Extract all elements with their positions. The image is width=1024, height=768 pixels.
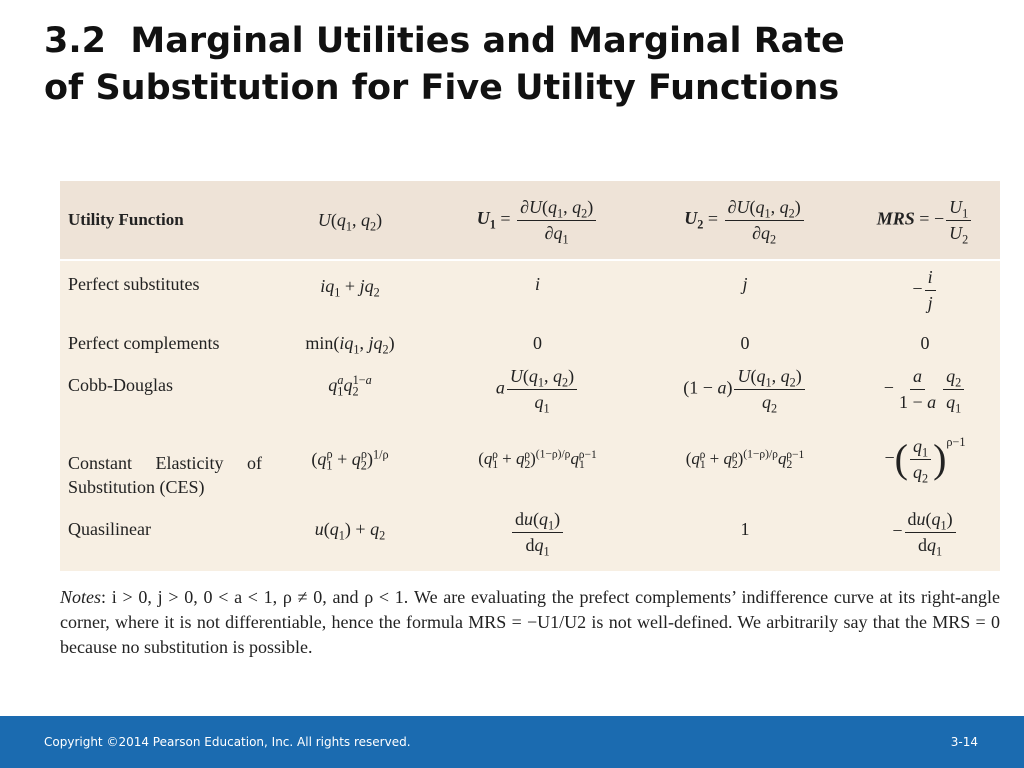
cobb-douglas-u2: (1 − a) $\frac{U(q_1, q_2)}{q_2}$ bbox=[650, 366, 840, 412]
header-divider bbox=[60, 259, 1000, 261]
header-utility-function: Utility Function bbox=[68, 210, 184, 229]
row-name-ces bbox=[68, 451, 268, 499]
cobb-douglas-u1: a $\frac{U(q_1, q_2)}{q_1}$ bbox=[445, 366, 630, 412]
cobb-douglas-mrs: − $\frac{a}{1 - a}$ $\frac{q_2}{q_1}$ bbox=[860, 366, 990, 412]
row-name-ces-line-1: Constant Elasticity of bbox=[68, 453, 262, 473]
header-marginal-utility-2: $U_2$ = $\frac{\partial U(q_1, q_2)}{\partial q_2}$ bbox=[650, 197, 840, 243]
cobb-douglas-utility: $q_1^aq_2^{1-a}$ bbox=[328, 373, 372, 399]
footer-copyright: Copyright ©2014 Pearson Education, Inc. All rights reserved. bbox=[44, 735, 411, 749]
notes-label: Notes bbox=[60, 587, 102, 607]
row-name-perfect-complements: Perfect complements bbox=[68, 333, 220, 353]
row-name-cobb-douglas: Cobb-Douglas bbox=[68, 375, 173, 395]
slide-number: 3-14 bbox=[950, 735, 978, 749]
row-name-quasilinear: Quasilinear bbox=[68, 519, 151, 539]
perfect-substitutes-utility: $iq_1 + jq_2$ bbox=[320, 276, 380, 300]
perfect-complements-utility: $\min(iq_1$, $jq_2$) bbox=[305, 333, 395, 357]
perfect-complements-mrs: 0 bbox=[920, 333, 930, 353]
quasilinear-u1: $\frac{du(q_1)}{dq_1}$ bbox=[445, 509, 630, 555]
quasilinear-mrs: − $\frac{du(q_1)}{dq_1}$ bbox=[860, 509, 990, 555]
utility-functions-table bbox=[60, 181, 1000, 571]
ces-u1: $(q_1^\rho + q_2^\rho)^{(1-\rho)/\rho}q_1^{\rho-1}$ bbox=[478, 447, 597, 472]
row-name-perfect-substitutes: Perfect substitutes bbox=[68, 274, 200, 294]
slide-title bbox=[44, 18, 984, 112]
table-notes bbox=[60, 585, 1000, 660]
quasilinear-utility: $u(q_1) + q_2$ bbox=[314, 519, 386, 543]
perfect-substitutes-mrs: − $\frac{i}{j}$ bbox=[860, 267, 990, 313]
perfect-complements-u2: 0 bbox=[740, 333, 750, 353]
ces-mrs: −( $\frac{q_1}{q_2}$ )$^{\rho-1}$ bbox=[884, 435, 966, 485]
header-utility-formula: $U(q_1$, $q_2$) bbox=[317, 210, 383, 234]
perfect-substitutes-u1: i bbox=[534, 274, 540, 294]
header-marginal-utility-1: $U_1$ = $\frac{\partial U(q_1, q_2)}{\partial q_1}$ bbox=[445, 197, 630, 243]
header-mrs: MRS = − $\frac{U_1}{U_2}$ bbox=[860, 197, 990, 243]
footer-bar bbox=[0, 716, 1024, 768]
quasilinear-u2: 1 bbox=[740, 519, 750, 539]
notes-text: : i > 0, j > 0, 0 < a < 1, ρ ≠ 0, and ρ < 1. We are evaluating the prefect complements’ indifference curve at its right-angle corner, where it is not differentiable, hence the formula MRS = −U1/U2 is not well-defined. We arbitrarily say that the MRS = 0 because no substitution is possible. bbox=[60, 587, 1000, 657]
slide-title-line-1: 3.2 Marginal Utilities and Marginal Rate bbox=[44, 21, 845, 61]
ces-u2: $(q_1^\rho + q_2^\rho)^{(1-\rho)/\rho}q_2^{\rho-1}$ bbox=[685, 447, 805, 472]
perfect-complements-u1: 0 bbox=[533, 333, 542, 353]
row-name-ces-line-2: Substitution (CES) bbox=[68, 477, 205, 497]
perfect-substitutes-u2: j bbox=[742, 274, 748, 294]
ces-utility: $(q_1^\rho + q_2^\rho)^{1/\rho}$ bbox=[311, 447, 389, 473]
slide-title-line-2: of Substitution for Five Utility Functions bbox=[44, 68, 840, 108]
